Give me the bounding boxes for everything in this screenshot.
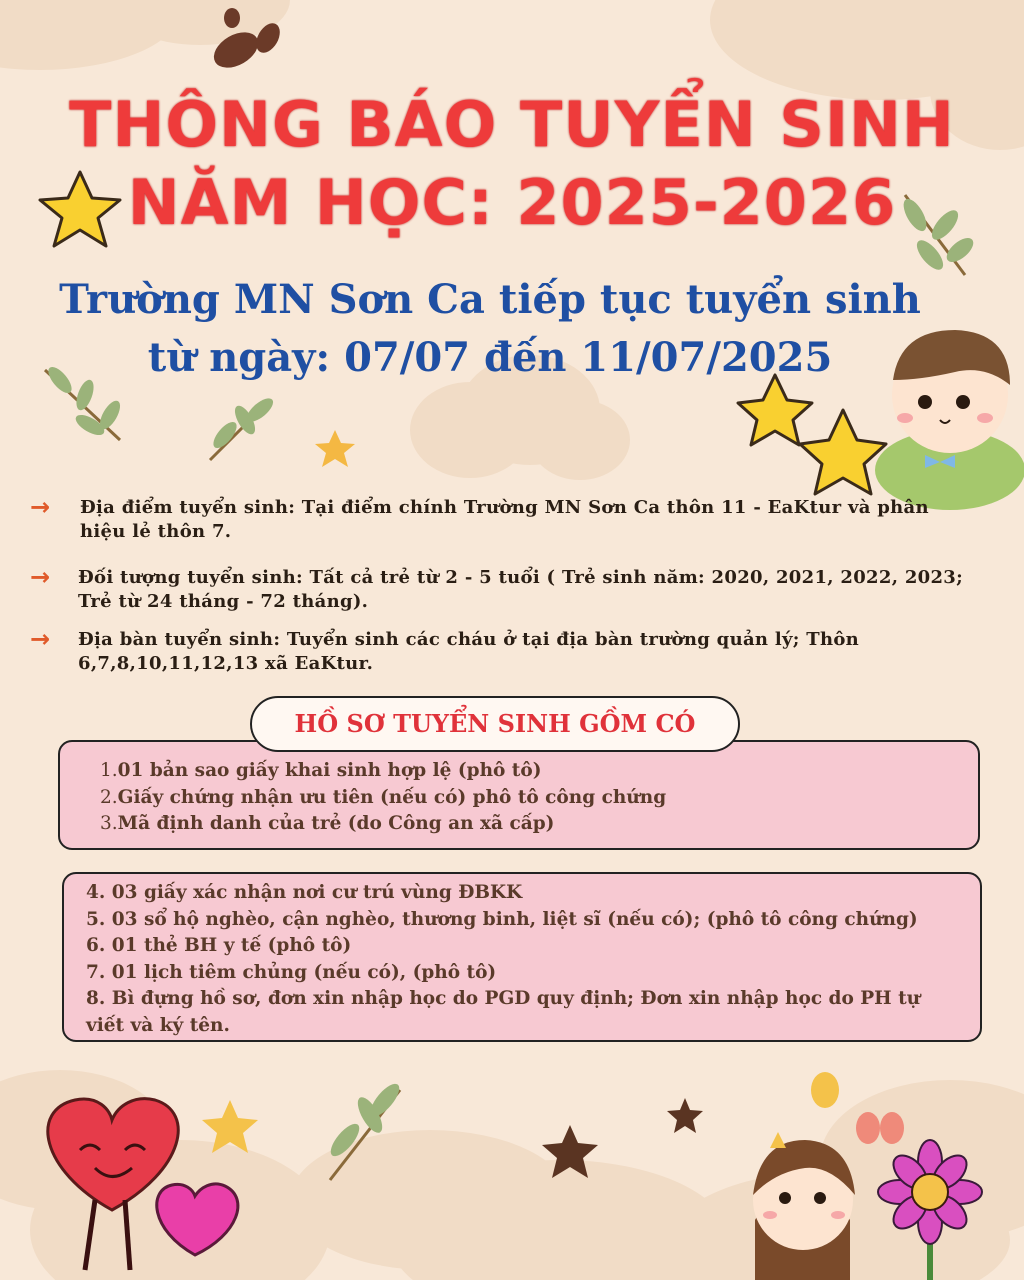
info-item-location [30,493,970,544]
info-text: Địa điểm tuyển sinh: Tại điểm chính Trường MN Sơn Ca thôn 11 - EaKtur và phân hiệu lẻ thôn 7. [80,497,929,542]
info-text: Đối tượng tuyển sinh: Tất cả trẻ từ 2 - 5 tuổi ( Trẻ sinh năm: 2020, 2021, 2022, 2023; Trẻ từ 24 tháng - 72 tháng). [78,567,964,612]
arrow-right-icon: → [30,493,51,521]
title-line-1: THÔNG BÁO TUYỂN SINH [69,88,955,161]
list-item: 5. 03 sổ hộ nghèo, cận nghèo, thương binh, liệt sĩ (nếu có); (phô tô công chứng) [86,908,918,930]
list-item: 4. 03 giấy xác nhận nơi cư trú vùng ĐBKK [86,882,523,903]
list-item: 3.Mã định danh của trẻ (do Công an xã cấp) [100,813,555,834]
list-item: 7. 01 lịch tiêm chủng (nếu có), (phô tô) [86,961,497,983]
info-item-area [30,625,970,676]
documents-box-2 [62,872,982,1042]
documents-box-1 [58,740,980,850]
title-line-2: NĂM HỌC: 2025-2026 [127,166,897,239]
list-item: 6. 01 thẻ BH y tế (phô tô) [86,935,352,956]
documents-heading: HỒ SƠ TUYỂN SINH GỒM CÓ [250,696,740,752]
subtitle-line-1: Trường MN Sơn Ca tiếp tục tuyển sinh [59,276,921,323]
list-item: 1.01 bản sao giấy khai sinh hợp lệ (phô tô) [100,760,542,781]
info-text: Địa bàn tuyển sinh: Tuyển sinh các cháu ở tại địa bàn trường quản lý; Thôn 6,7,8,10,11,12,13 xã EaKtur. [78,629,860,674]
info-item-target [30,563,970,614]
list-item: 2.Giấy chứng nhận ưu tiên (nếu có) phô tô công chứng [100,786,667,808]
list-item: 8. Bì đựng hồ sơ, đơn xin nhập học do PGD quy định; Đơn xin nhập học do PH tự viết và ký tên. [86,988,921,1036]
arrow-right-icon: → [30,563,51,591]
subtitle-line-2: từ ngày: 07/07 đến 11/07/2025 [147,334,833,381]
arrow-right-icon: → [30,625,51,653]
